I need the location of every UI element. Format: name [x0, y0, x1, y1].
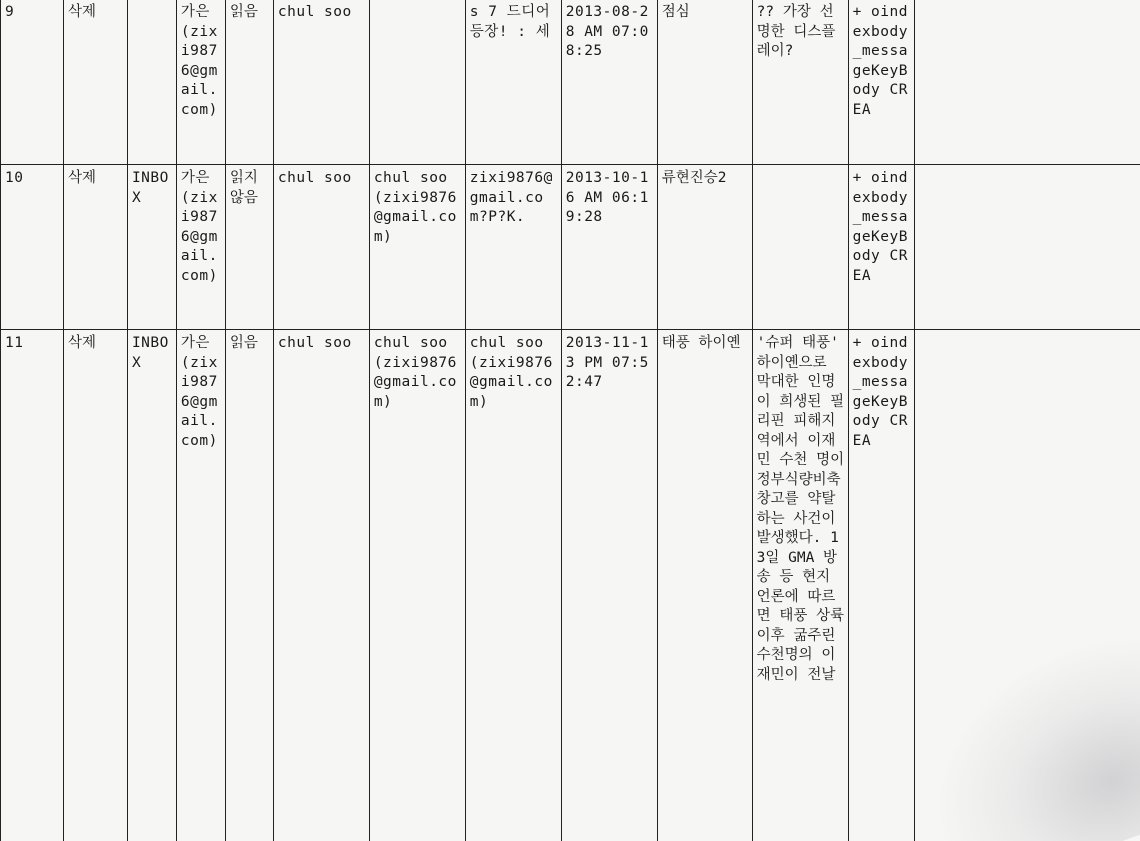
- table-row: [1, 165, 1140, 330]
- cell-empty: [914, 330, 1140, 841]
- cell-cc: zixi9876@gmail.com?P?K.: [465, 165, 561, 330]
- cell-sender: chul soo: [273, 0, 369, 165]
- cell-folder: INBOX: [127, 330, 176, 841]
- cell-preview: [752, 165, 848, 330]
- cell-account: 가은(zixi9876@gmail.com): [176, 330, 225, 841]
- cell-no: 11: [1, 330, 64, 841]
- cell-subject: 점심: [657, 0, 752, 165]
- cell-sender: chul soo: [273, 330, 369, 841]
- cell-empty: [914, 0, 1140, 165]
- table-row: [1, 0, 1140, 165]
- cell-key: + oindexbody_messageKeyBody CREA: [848, 0, 914, 165]
- cell-read-status: 읽음: [225, 0, 273, 165]
- cell-preview: ?? 가장 선명한 디스플레이?: [752, 0, 848, 165]
- cell-key: + oindexbody_messageKeyBody CREA: [848, 165, 914, 330]
- cell-recipient: [369, 0, 465, 165]
- table-row: [1, 330, 1140, 841]
- cell-subject: 태풍 하이옌: [657, 330, 752, 841]
- cell-cc: s 7 드디어 등장! : 세: [465, 0, 561, 165]
- cell-sender: chul soo: [273, 165, 369, 330]
- cell-action: 삭제: [63, 330, 127, 841]
- cell-key: + oindexbody_messageKeyBody CREA: [848, 330, 914, 841]
- cell-folder: [127, 0, 176, 165]
- cell-read-status: 읽지않음: [225, 165, 273, 330]
- cell-no: 10: [1, 165, 64, 330]
- cell-empty: [914, 165, 1140, 330]
- cell-date: 2013-11-13 PM 07:52:47: [561, 330, 657, 841]
- cell-date: 2013-10-16 AM 06:19:28: [561, 165, 657, 330]
- cell-recipient: chul soo(zixi9876@gmail.com): [369, 165, 465, 330]
- cell-preview: '슈퍼 태풍' 하이옌으로 막대한 인명이 희생된 필리핀 피해지역에서 이재민 수천 명이 정부식량비축창고를 약탈하는 사건이 발생했다. 13일 GMA 방송 등 현지 언론에 따르면 태풍 상륙이후 굶주린 수천명의 이재민이 전날: [752, 330, 848, 841]
- cell-account: 가은(zixi9876@gmail.com): [176, 0, 225, 165]
- cell-action: 삭제: [63, 0, 127, 165]
- cell-folder: INBOX: [127, 165, 176, 330]
- cell-no: 9: [1, 0, 64, 165]
- cell-account: 가은(zixi9876@gmail.com): [176, 165, 225, 330]
- cell-read-status: 읽음: [225, 330, 273, 841]
- cell-subject: 류현진승2: [657, 165, 752, 330]
- cell-date: 2013-08-28 AM 07:08:25: [561, 0, 657, 165]
- cell-recipient: chul soo(zixi9876@gmail.com): [369, 330, 465, 841]
- cell-action: 삭제: [63, 165, 127, 330]
- cell-cc: chul soo(zixi9876@gmail.com): [465, 330, 561, 841]
